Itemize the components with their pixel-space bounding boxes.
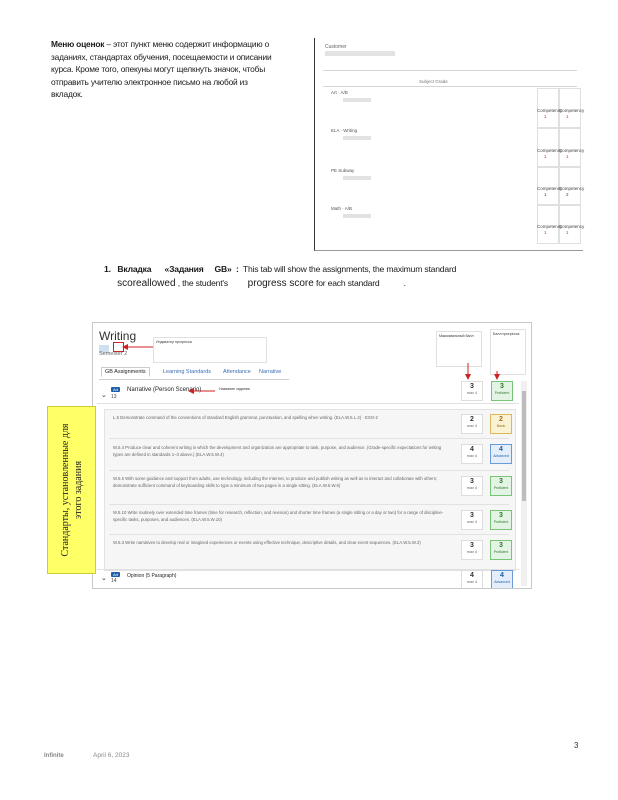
standards-panel — [104, 409, 516, 571]
progress-score-box: 4 Advanced — [490, 444, 512, 464]
assignment-badge: Art — [113, 572, 119, 577]
term-progress-score: progress score — [247, 278, 314, 289]
competency-value: 1 — [566, 114, 569, 119]
callout-progress: Индикатор прогресса — [153, 337, 267, 363]
standard-text: W.5.6 With some guidance and support from adults, use technology, including the Internet, to produce and publish writing as well as to interact and collaborate with others; demonstrate sufficient command of keyboarding skills to type a minimum of two pages in a single sitting. (ELA.W.5.W.6) — [113, 476, 438, 488]
divider — [109, 470, 509, 471]
progress-score-box: 2 Basic — [490, 414, 512, 434]
term-max-score: scoreallowed — [117, 278, 176, 289]
competency-value: 1 — [544, 154, 547, 159]
tab-attendance[interactable]: Attendance — [223, 369, 251, 375]
competency-label: Competency — [559, 148, 585, 153]
standard-text: L.5 Demonstrate command of the conventions of standard English grammar, punctuation, and spelling when writing. (ELA.W.5.L.2) · ESO-2 — [113, 415, 378, 420]
competency-value: 2 — [566, 192, 569, 197]
description-part1: This tab will show the assignments, the maximum standard — [242, 264, 457, 274]
competency-label: Competency — [559, 224, 585, 229]
intro-paragraph — [51, 38, 281, 101]
competency-value: 1 — [544, 114, 547, 119]
assignment-name: Narrative (Person Scenario) — [127, 387, 202, 393]
course-row-blur — [343, 176, 371, 180]
assignment-name: Opinion (5 Paragraph) — [127, 573, 177, 579]
callout-assignment: Название задания — [217, 385, 267, 397]
competency-label: Competency — [537, 186, 563, 191]
grades-menu-column-label: Subject Grade — [419, 79, 448, 84]
competency-label: Competency — [537, 148, 563, 153]
competency-value: 1 — [566, 230, 569, 235]
footer-brand: Infinite — [44, 753, 64, 759]
intro-text: – этот пункт меню содержит информацию о заданиях, стандартах обучения, посещаемости и описании курса. Кроме того, опекуны могут щелкнуть значок, чтобы отправить учителю электронное письмо на любой из вкладок. — [51, 39, 272, 99]
page-number: 3 — [574, 741, 579, 750]
assignments-tab-screenshot — [92, 322, 532, 589]
grades-menu-header: Customer — [325, 44, 347, 50]
course-row-blur — [343, 214, 371, 218]
tab-name: «Задания — [164, 264, 204, 274]
divider — [323, 86, 577, 87]
semester-label: Semester 2 — [99, 351, 128, 357]
description-part2: , the student's — [177, 278, 228, 288]
tab-prefix: Вкладка — [117, 264, 152, 274]
standard-text: W.5.3 Write narratives to develop real or imagined experiences or events using effective technique, descriptive details, and clear event sequences. (ELA.W.5.W.3) — [113, 540, 421, 545]
course-row-label: PE Subway — [331, 168, 355, 173]
description-end: . — [403, 278, 406, 288]
grades-menu-screenshot — [314, 38, 583, 251]
divider — [109, 534, 509, 535]
max-score-box: 2 max 4 — [461, 414, 483, 434]
assignment-number: 13 — [111, 394, 117, 400]
tab-suffix: GB» — [214, 264, 232, 274]
competency-value: 1 — [544, 230, 547, 235]
standard-text: W.5.10 Write routinely over extended time frames (time for research, reflection, and revision) and shorter time frames (a single sitting or a day or two) for a range of discipline-specific tasks, purposes, and audiences. (ELA.W.5.W.10) — [113, 510, 444, 522]
list-number: 1. — [104, 264, 111, 274]
grades-menu-header-blur — [325, 51, 395, 56]
tab-learning-standards[interactable]: Learning Standards — [163, 369, 212, 375]
description-part3: for each standard — [316, 278, 380, 288]
callout-max-score: Максимальный балл — [436, 331, 482, 367]
callout-progress-score: Балл прогресса — [490, 329, 526, 375]
divider — [109, 504, 509, 505]
standard-text: W.5.4 Produce clear and coherent writing in which the development and organization are appropriate to task, purpose, and audience. (Grade-specific expectations for writing types are defined in standards 1–3 above.) (ELA.W.5.W.4) — [113, 445, 442, 457]
course-row-blur — [343, 98, 371, 102]
tab-gb-assignments[interactable]: GB Assignments — [101, 367, 150, 377]
tab-colon: : — [236, 264, 239, 274]
course-row-blur — [343, 136, 371, 140]
tab-narrative[interactable]: Narrative — [259, 369, 282, 375]
assignment-number: 14 — [111, 578, 117, 584]
progress-score-box: 3 Proficient — [490, 476, 512, 496]
progress-score-box: 3 Proficient — [490, 540, 512, 560]
max-score-box: 3 max 4 — [461, 540, 483, 560]
max-score-box: 3 max 4 — [461, 381, 483, 401]
chevron-down-icon[interactable]: ⌄ — [101, 575, 107, 582]
competency-value: 1 — [544, 192, 547, 197]
assignments-tab-description — [104, 262, 524, 291]
scrollbar[interactable] — [521, 381, 527, 586]
competency-label: Competency — [559, 108, 585, 113]
competency-label: Competency — [537, 224, 563, 229]
competency-label: Competency — [559, 186, 585, 191]
sticky-note-text: Стандарты, установленные для этого задания — [59, 423, 84, 557]
max-score-box: 4 max 4 — [461, 444, 483, 464]
course-row-label: ELA · Writing — [331, 128, 358, 133]
progress-score-box: 4 Advanced — [491, 570, 513, 589]
max-score-box: 3 max 4 — [461, 476, 483, 496]
max-score-box: 3 max 4 — [461, 510, 483, 530]
progress-score-box: 3 Proficient — [491, 381, 513, 401]
divider — [109, 438, 509, 439]
competency-value: 1 — [566, 154, 569, 159]
divider — [323, 70, 577, 71]
standards-sticky-note — [47, 406, 96, 574]
course-row-label: Art · A/B — [331, 90, 348, 95]
scrollbar-thumb[interactable] — [522, 391, 526, 501]
chevron-down-icon[interactable]: ⌄ — [101, 392, 107, 399]
intro-lead: Меню оценок — [51, 39, 105, 49]
max-score-box: 4 max 4 — [461, 570, 483, 589]
assignment-row[interactable] — [97, 569, 519, 588]
progress-score-box: 3 Proficient — [490, 510, 512, 530]
assignment-badge: Art — [113, 387, 119, 392]
competency-label: Competency — [537, 108, 563, 113]
course-row-label: Math · A/B — [331, 206, 353, 211]
course-title: Writing — [99, 329, 137, 343]
footer-date: April 6, 2023 — [93, 752, 130, 759]
